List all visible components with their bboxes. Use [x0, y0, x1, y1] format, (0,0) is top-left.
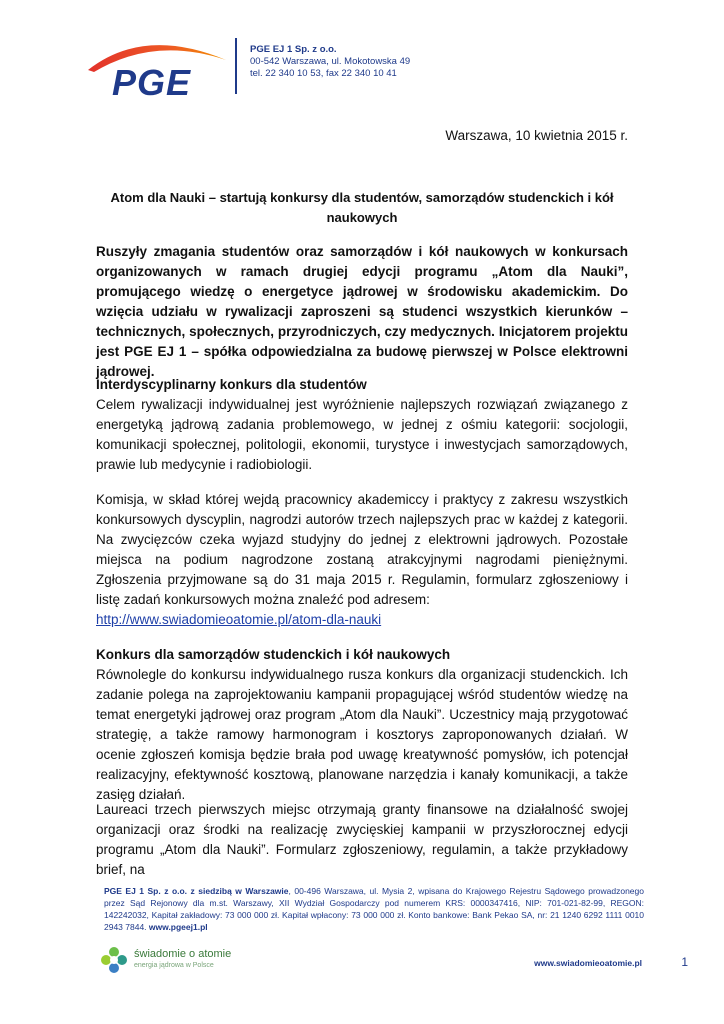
swiadomie-o-atomie-logo [100, 946, 250, 976]
company-phone: tel. 22 340 10 53, fax 22 340 10 41 [250, 68, 397, 79]
section-heading: Konkurs dla samorządów studenckich i kół naukowych [96, 647, 451, 662]
contest-link[interactable]: http://www.swiadomieoatomie.pl/atom-dla-nauki [96, 612, 382, 627]
brand-tagline: energia jądrowa w Polsce [134, 962, 214, 969]
atom-flower-icon [100, 946, 128, 974]
footer-company-bold: PGE EJ 1 Sp. z o.o. z siedzibą w Warszawie [104, 886, 289, 896]
section-paragraph: Laureaci trzech pierwszych miejsc otrzymają granty finansowe na działalność swojej organizacji oraz środki na realizację zwycięskiej kampanii w przyszłorocznej edycji programu „Atom dla Nauki”. Formularz zgłoszeniowy, regulamin, a także przykładowy brief, na [96, 802, 628, 877]
company-block [250, 44, 410, 80]
section-paragraph: Równolegle do konkursu indywidualnego rusza konkurs dla organizacji studenckich. Ich zadanie polega na zaprojektowaniu kampanii propagującej wśród studentów wiedzę na temat energetyki jądrowej oraz program „Atom dla Nauki”. Uczestnicy mają przygotować strategię, a także ramowy harmonogram i kosztorys zaproponowanych działań. W ocenie zgłoszeń komisja będzie brała pod uwagę kreatywność pomysłów, ich potencjał realizacyjny, efektywność kosztową, planowane narzędzia i kanały komunikacji, a także zasięg działań. [96, 667, 628, 802]
company-name: PGE EJ 1 Sp. z o.o. [250, 44, 337, 55]
brand-name: świadomie o atomie [134, 948, 232, 960]
footer-legal [104, 885, 644, 933]
company-address: 00-542 Warszawa, ul. Mokotowska 49 [250, 56, 411, 67]
lead-paragraph: Ruszyły zmagania studentów oraz samorządów i kół naukowych w konkursach organizowanych w ramach drugiej edycji programu „Atom dla Nauki”, promującego wiedzę o energetyce jądrowej w środowisku akademickim. Do wzięcia udziału w rywalizacji zaproszeni są studenci wszystkich kierunków – technicznych, społecznych, przyrodniczych, czy medycznych. Inicjatorem projektu jest PGE EJ 1 – spółka odpowiedzialna za budowę pierwszej w Polsce elektrowni jądrowej. [96, 244, 628, 379]
section-organization-contest [96, 645, 628, 805]
section-paragraph: Komisja, w skład której wejdą pracownicy akademiccy i praktycy z zakresu wszystkich konkursowych dyscyplin, nagrodzi autorów trzech najlepszych prac w każdej z kategorii. Na zwycięzców czeka wyjazd studyjny do jednej z elektrowni jądrowych. Pozostałe miejsca na podium nagrodzone zostaną atrakcyjnymi nagrodami pieniężnymi. Zgłoszenia przyjmowane są do 31 maja 2015 r. Regulamin, formularz zgłoszeniowy i listę zadań konkursowych można znaleźć pod adresem: [96, 492, 628, 607]
section-laureates [96, 800, 628, 880]
footer-site-link[interactable]: www.swiadomieoatomie.pl [534, 958, 642, 968]
header-divider [235, 38, 237, 94]
footer-company-details: , 00-496 Warszawa, ul. Mysia 2, wpisana do Krajowego Rejestru Sądowego prowadzonego przez Sąd Rejonowy dla m.st. Warszawy, XII Wydział Gospodarczy pod numerem KRS: 0000347416, NIP: 701-021-82-99, REGON: 142242032, Kapitał zakładowy: 73 000 000 zł. Kapitał wpłacony: 73 000 000 zł. Konto bankowe: Bank Pekao SA, nr: 21 1240 6292 1111 0010 2943 7844. [104, 886, 644, 932]
document-title: Atom dla Nauki – startują konkursy dla studentów, samorządów studenckich i kół naukowych [110, 190, 614, 225]
document-date: Warszawa, 10 kwietnia 2015 r. [445, 128, 628, 143]
section-student-contest [96, 375, 628, 475]
section-commission [96, 490, 628, 630]
footer-website[interactable]: www.pgeej1.pl [148, 922, 208, 932]
section-heading: Interdyscyplinarny konkurs dla studentów [96, 377, 367, 392]
section-paragraph: Celem rywalizacji indywidualnej jest wyróżnienie najlepszych rozwiązań związanego z energetyką jądrową zadania problemowego, w jednej z ośmiu kategorii: socjologii, komunikacji społecznej, politologii, ekonomii, turystyce i inwestycjach samorządowych, prawie lub medycynie i radiobiologii. [96, 397, 628, 472]
pge-logo [84, 32, 234, 102]
pge-logo-text: PGE [112, 62, 192, 103]
page-number: 1 [681, 955, 688, 969]
